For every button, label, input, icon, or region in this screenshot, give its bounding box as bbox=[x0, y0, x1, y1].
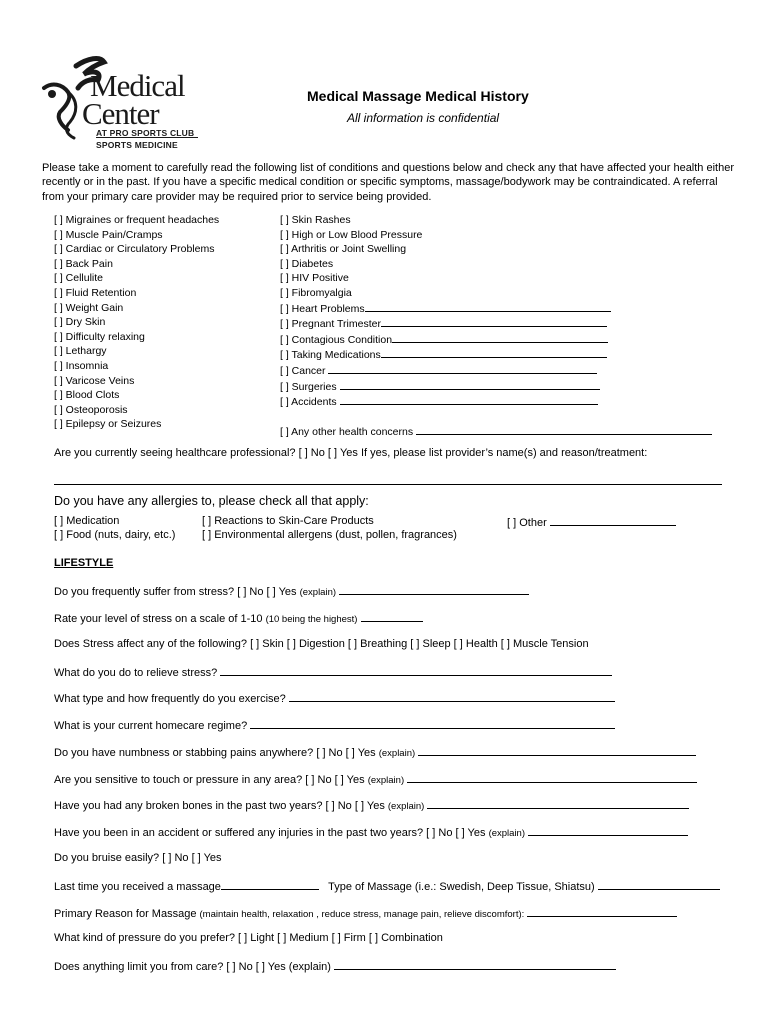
primary-reason-question: Primary Reason for Massage bbox=[54, 908, 197, 920]
accident-explain-label: (explain) bbox=[488, 828, 525, 839]
sensitive-explain-label: (explain) bbox=[367, 775, 405, 786]
logo-center-text: Center bbox=[82, 96, 159, 131]
relieve-stress-blank[interactable] bbox=[220, 665, 612, 676]
form-subtitle: All information is confidential bbox=[347, 111, 500, 125]
stress-level-question: Rate your level of stress on a scale of 1-10 bbox=[54, 613, 263, 625]
condition-checkbox[interactable]: [ ] Cardiac or Circulatory Problems bbox=[54, 243, 215, 256]
sensitive-explain-blank[interactable] bbox=[407, 772, 697, 783]
condition-checkbox[interactable]: [ ] Insomnia bbox=[54, 359, 109, 372]
numbness-explain-blank[interactable] bbox=[418, 745, 696, 756]
accident-explain-blank[interactable] bbox=[528, 825, 688, 836]
condition-checkbox[interactable]: [ ] Cellulite bbox=[54, 272, 104, 285]
condition-checkbox[interactable]: [ ] Weight Gain bbox=[54, 301, 124, 314]
logo-sports-text: SPORTS MEDICINE bbox=[96, 140, 178, 150]
pregnant-trimester-blank[interactable] bbox=[381, 316, 607, 327]
numbness-question: Do you have numbness or stabbing pains anywhere? [ ] No [ ] Yes bbox=[54, 747, 376, 759]
broken-bones-explain-blank[interactable] bbox=[427, 798, 689, 809]
condition-checkbox[interactable]: [ ] Osteoporosis bbox=[54, 403, 128, 416]
contagious-condition-blank[interactable] bbox=[392, 332, 608, 343]
condition-checkbox[interactable]: [ ] Muscle Pain/Cramps bbox=[54, 228, 163, 241]
healthcare-question: Are you currently seeing healthcare professional? [ ] No [ ] Yes If yes, please list provider’s name(s) and reason/treatment: bbox=[54, 447, 648, 459]
condition-checkbox[interactable]: [ ] Fibromyalgia bbox=[280, 286, 352, 299]
allergy-other-blank[interactable] bbox=[550, 515, 676, 526]
condition-checkbox[interactable]: [ ] Surgeries bbox=[280, 380, 337, 393]
healthcare-answer-line[interactable] bbox=[54, 484, 722, 485]
stress-affect-question[interactable]: Does Stress affect any of the following? [ ] Skin [ ] Digestion [ ] Breathing [ ] Sleep [ ] Health [ ] Muscle Tension bbox=[54, 638, 589, 650]
conditions-left-column bbox=[54, 213, 219, 432]
condition-checkbox[interactable]: [ ] Accidents bbox=[280, 396, 337, 409]
other-concerns-blank[interactable] bbox=[416, 424, 712, 435]
stress-explain-label: (explain) bbox=[299, 587, 337, 598]
condition-checkbox[interactable]: [ ] Any other health concerns bbox=[280, 426, 414, 439]
homecare-question: What is your current homecare regime? bbox=[54, 720, 248, 732]
allergy-skincare-checkbox[interactable]: [ ] Reactions to Skin-Care Products bbox=[202, 515, 374, 527]
pressure-question[interactable]: What kind of pressure do you prefer? [ ] Light [ ] Medium [ ] Firm [ ] Combination bbox=[54, 932, 443, 944]
primary-reason-note: (maintain health, relaxation , reduce stress, manage pain, relieve discomfort): bbox=[199, 909, 525, 920]
condition-checkbox[interactable]: [ ] HIV Positive bbox=[280, 272, 349, 285]
condition-checkbox[interactable]: [ ] Difficulty relaxing bbox=[54, 330, 145, 343]
bruise-question[interactable]: Do you bruise easily? [ ] No [ ] Yes bbox=[54, 852, 222, 864]
logo-club-text: AT PRO SPORTS CLUB bbox=[96, 128, 195, 138]
broken-bones-question: Have you had any broken bones in the past two years? [ ] No [ ] Yes bbox=[54, 800, 385, 812]
heart-problems-blank[interactable] bbox=[365, 301, 611, 312]
condition-checkbox[interactable]: [ ] High or Low Blood Pressure bbox=[280, 228, 423, 241]
taking-medications-blank[interactable] bbox=[381, 347, 607, 358]
condition-checkbox[interactable]: [ ] Varicose Veins bbox=[54, 374, 135, 387]
condition-checkbox[interactable]: [ ] Skin Rashes bbox=[280, 214, 351, 226]
relieve-stress-question: What do you do to relieve stress? bbox=[54, 667, 218, 679]
condition-checkbox[interactable]: [ ] Dry Skin bbox=[54, 316, 106, 329]
conditions-right-column bbox=[280, 213, 712, 440]
condition-checkbox[interactable]: [ ] Heart Problems bbox=[280, 302, 365, 315]
stress-level-blank[interactable] bbox=[361, 611, 423, 622]
stress-explain-blank[interactable] bbox=[339, 584, 529, 595]
allergy-medication-checkbox[interactable]: [ ] Medication bbox=[54, 515, 120, 527]
condition-checkbox[interactable]: [ ] Blood Clots bbox=[54, 389, 120, 402]
allergy-food-checkbox[interactable]: [ ] Food (nuts, dairy, etc.) bbox=[54, 529, 176, 541]
stress-level-note: (10 being the highest) bbox=[265, 614, 358, 625]
condition-checkbox[interactable]: [ ] Migraines or frequent headaches bbox=[54, 214, 220, 226]
condition-checkbox[interactable]: [ ] Diabetes bbox=[280, 257, 334, 270]
exercise-question: What type and how frequently do you exercise? bbox=[54, 693, 286, 705]
condition-checkbox[interactable]: [ ] Cancer bbox=[280, 364, 326, 377]
accidents-blank[interactable] bbox=[340, 394, 598, 405]
sensitive-question: Are you sensitive to touch or pressure in any area? [ ] No [ ] Yes bbox=[54, 774, 365, 786]
condition-checkbox[interactable]: [ ] Contagious Condition bbox=[280, 333, 393, 346]
condition-checkbox[interactable]: [ ] Lethargy bbox=[54, 345, 107, 358]
cancer-blank[interactable] bbox=[328, 363, 597, 374]
allergy-environmental-checkbox[interactable]: [ ] Environmental allergens (dust, pollen, fragrances) bbox=[202, 529, 457, 541]
logo-medical-text: Medical bbox=[90, 68, 185, 103]
form-title: Medical Massage Medical History bbox=[307, 88, 529, 104]
last-massage-question: Last time you received a massage bbox=[54, 881, 221, 893]
allergies-question: Do you have any allergies to, please check all that apply: bbox=[54, 494, 369, 508]
condition-checkbox[interactable]: [ ] Fluid Retention bbox=[54, 286, 137, 299]
intro-paragraph: Please take a moment to carefully read the following list of conditions and questions below and check any that have affected your health either recently or in the past. If you have a specific medical condition or specific symptoms, massage/bodywork may be contraindicated. A referral from your primary care provider may be required prior to service being provided. bbox=[42, 162, 734, 203]
broken-bones-explain-label: (explain) bbox=[387, 801, 425, 812]
condition-checkbox[interactable]: [ ] Taking Medications bbox=[280, 349, 381, 362]
numbness-explain-label: (explain) bbox=[378, 748, 416, 759]
condition-checkbox[interactable]: [ ] Arthritis or Joint Swelling bbox=[280, 243, 407, 256]
limit-care-blank[interactable] bbox=[334, 959, 616, 970]
surgeries-blank[interactable] bbox=[340, 379, 600, 390]
massage-type-blank[interactable] bbox=[598, 879, 720, 890]
allergy-other-checkbox[interactable]: [ ] Other bbox=[507, 517, 547, 529]
homecare-blank[interactable] bbox=[250, 718, 615, 729]
last-massage-blank[interactable] bbox=[221, 879, 319, 890]
condition-checkbox[interactable]: [ ] Pregnant Trimester bbox=[280, 318, 381, 331]
stress-question: Do you frequently suffer from stress? [ ] No [ ] Yes bbox=[54, 586, 297, 598]
condition-checkbox[interactable]: [ ] Epilepsy or Seizures bbox=[54, 418, 162, 431]
accident-question: Have you been in an accident or suffered any injuries in the past two years? [ ] No [ ] Yes bbox=[54, 827, 486, 839]
exercise-blank[interactable] bbox=[289, 691, 615, 702]
condition-checkbox[interactable]: [ ] Back Pain bbox=[54, 257, 113, 270]
logo-divider bbox=[96, 137, 198, 138]
condition-spacer bbox=[280, 410, 712, 425]
massage-type-question: Type of Massage (i.e.: Swedish, Deep Tissue, Shiatsu) bbox=[328, 881, 595, 893]
limit-care-question: Does anything limit you from care? [ ] No [ ] Yes (explain) bbox=[54, 961, 331, 973]
lifestyle-heading: LIFESTYLE bbox=[54, 557, 114, 569]
primary-reason-blank[interactable] bbox=[527, 906, 677, 917]
medical-center-logo bbox=[38, 54, 208, 154]
